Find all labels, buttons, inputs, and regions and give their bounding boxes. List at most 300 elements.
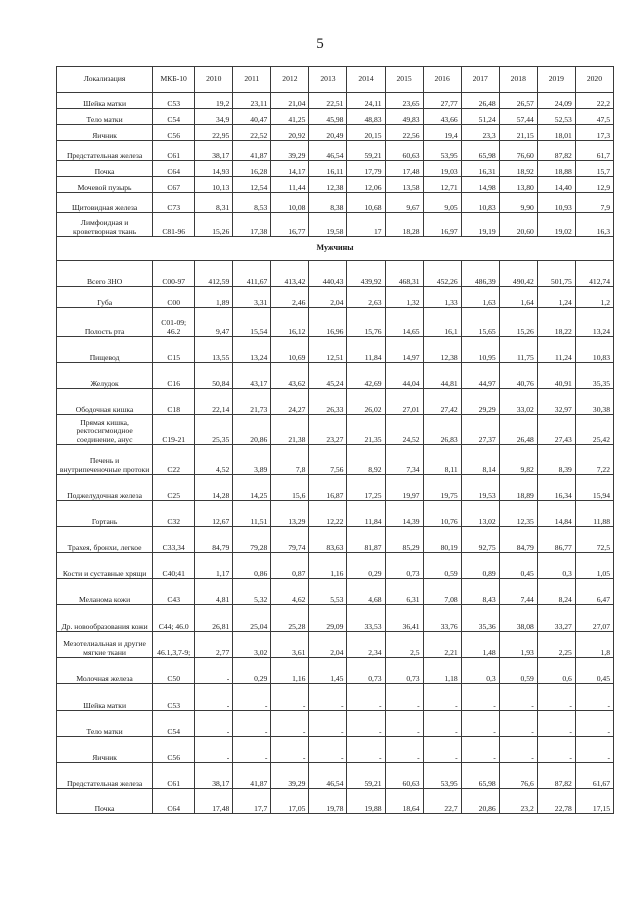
- value-cell: 24,09: [537, 93, 575, 109]
- icd-code-cell: C81-96: [153, 213, 195, 237]
- value-cell: 0,73: [385, 553, 423, 579]
- value-cell: -: [347, 684, 385, 711]
- table-row: [57, 308, 614, 337]
- value-cell: 65,98: [461, 763, 499, 789]
- value-cell: -: [575, 711, 613, 737]
- value-cell: 1,16: [309, 553, 347, 579]
- value-cell: 40,47: [233, 109, 271, 125]
- table-row: [57, 527, 614, 553]
- value-cell: 12,9: [575, 177, 613, 193]
- table-row: [57, 177, 614, 193]
- localization-cell: Полость рта: [57, 308, 153, 337]
- value-cell: 16,77: [271, 213, 309, 237]
- value-cell: 46,54: [309, 763, 347, 789]
- value-cell: 16,96: [309, 308, 347, 337]
- value-cell: 10,08: [271, 193, 309, 213]
- value-cell: 19,58: [309, 213, 347, 237]
- value-cell: -: [195, 711, 233, 737]
- value-cell: -: [537, 684, 575, 711]
- value-cell: 20,86: [461, 789, 499, 814]
- value-cell: 0,6: [537, 658, 575, 684]
- value-cell: -: [461, 737, 499, 763]
- icd-code-cell: 46.1,3,7-9;: [153, 632, 195, 658]
- value-cell: 29,29: [461, 389, 499, 415]
- value-cell: -: [461, 684, 499, 711]
- value-cell: 12,22: [309, 501, 347, 527]
- icd-code-cell: C18: [153, 389, 195, 415]
- value-cell: 4,68: [347, 579, 385, 605]
- value-cell: 4,81: [195, 579, 233, 605]
- column-header: 2015: [385, 67, 423, 93]
- value-cell: 16,12: [271, 308, 309, 337]
- value-cell: 9,82: [499, 445, 537, 475]
- table-row: [57, 415, 614, 445]
- table-row: [57, 684, 614, 711]
- value-cell: 87,82: [537, 763, 575, 789]
- localization-cell: Яичник: [57, 737, 153, 763]
- value-cell: 14,65: [385, 308, 423, 337]
- value-cell: 7,9: [575, 193, 613, 213]
- table-row: [57, 711, 614, 737]
- value-cell: 9,47: [195, 308, 233, 337]
- value-cell: 80,19: [423, 527, 461, 553]
- value-cell: 87,82: [537, 141, 575, 161]
- value-cell: 10,13: [195, 177, 233, 193]
- value-cell: -: [271, 737, 309, 763]
- value-cell: 21,15: [499, 125, 537, 141]
- icd-code-cell: C54: [153, 109, 195, 125]
- value-cell: 22,2: [575, 93, 613, 109]
- table-row: [57, 125, 614, 141]
- value-cell: 50,84: [195, 363, 233, 389]
- value-cell: 6,31: [385, 579, 423, 605]
- value-cell: 16,34: [537, 475, 575, 501]
- value-cell: 17,15: [575, 789, 613, 814]
- value-cell: -: [309, 684, 347, 711]
- value-cell: 8,53: [233, 193, 271, 213]
- value-cell: 490,42: [499, 261, 537, 287]
- value-cell: 33,76: [423, 605, 461, 632]
- localization-cell: Почка: [57, 789, 153, 814]
- value-cell: 10,68: [347, 193, 385, 213]
- value-cell: 439,92: [347, 261, 385, 287]
- value-cell: 14,40: [537, 177, 575, 193]
- value-cell: 27,07: [575, 605, 613, 632]
- column-header: 2010: [195, 67, 233, 93]
- value-cell: 38,17: [195, 141, 233, 161]
- value-cell: 7,22: [575, 445, 613, 475]
- value-cell: 13,24: [233, 337, 271, 363]
- table-row: [57, 445, 614, 475]
- value-cell: 26,02: [347, 389, 385, 415]
- icd-code-cell: C53: [153, 684, 195, 711]
- value-cell: -: [271, 684, 309, 711]
- value-cell: 2,25: [537, 632, 575, 658]
- value-cell: 16,28: [233, 161, 271, 177]
- value-cell: 413,42: [271, 261, 309, 287]
- table-row: [57, 501, 614, 527]
- localization-cell: Предстательная железа: [57, 763, 153, 789]
- value-cell: 9,05: [423, 193, 461, 213]
- value-cell: -: [385, 711, 423, 737]
- icd-code-cell: C73: [153, 193, 195, 213]
- value-cell: 23,2: [499, 789, 537, 814]
- value-cell: 49,83: [385, 109, 423, 125]
- icd-code-cell: C44; 46.0: [153, 605, 195, 632]
- value-cell: 15,7: [575, 161, 613, 177]
- localization-cell: Др. новообразования кожи: [57, 605, 153, 632]
- value-cell: 33,53: [347, 605, 385, 632]
- value-cell: 12,54: [233, 177, 271, 193]
- icd-code-cell: C56: [153, 737, 195, 763]
- value-cell: 51,24: [461, 109, 499, 125]
- value-cell: 440,43: [309, 261, 347, 287]
- value-cell: 10,83: [461, 193, 499, 213]
- value-cell: 14,84: [537, 501, 575, 527]
- icd-code-cell: C32: [153, 501, 195, 527]
- value-cell: 52,53: [537, 109, 575, 125]
- value-cell: 1,89: [195, 287, 233, 308]
- localization-cell: Кости и суставные хрящи: [57, 553, 153, 579]
- value-cell: 0,87: [271, 553, 309, 579]
- column-header: 2014: [347, 67, 385, 93]
- incidence-table: [56, 66, 614, 814]
- value-cell: 0,3: [461, 658, 499, 684]
- localization-cell: Губа: [57, 287, 153, 308]
- localization-cell: Трахея, бронхи, легкое: [57, 527, 153, 553]
- value-cell: 35,35: [575, 363, 613, 389]
- table-row: [57, 363, 614, 389]
- table-header-row: [57, 67, 614, 93]
- value-cell: 0,89: [461, 553, 499, 579]
- value-cell: 22,78: [537, 789, 575, 814]
- value-cell: 10,83: [575, 337, 613, 363]
- value-cell: 17,7: [233, 789, 271, 814]
- value-cell: 1,18: [423, 658, 461, 684]
- localization-cell: Яичник: [57, 125, 153, 141]
- value-cell: 2,63: [347, 287, 385, 308]
- section-row: [57, 237, 614, 261]
- column-header: 2017: [461, 67, 499, 93]
- value-cell: 41,87: [233, 141, 271, 161]
- value-cell: 19,2: [195, 93, 233, 109]
- page-number: 5: [316, 36, 324, 52]
- value-cell: 19,88: [347, 789, 385, 814]
- value-cell: 18,92: [499, 161, 537, 177]
- table-row: [57, 789, 614, 814]
- value-cell: 12,67: [195, 501, 233, 527]
- value-cell: 84,79: [195, 527, 233, 553]
- table-row: [57, 141, 614, 161]
- value-cell: 22,14: [195, 389, 233, 415]
- value-cell: 20,92: [271, 125, 309, 141]
- value-cell: 20,60: [499, 213, 537, 237]
- value-cell: 19,75: [423, 475, 461, 501]
- value-cell: 23,65: [385, 93, 423, 109]
- value-cell: 16,31: [461, 161, 499, 177]
- value-cell: 12,71: [423, 177, 461, 193]
- value-cell: 18,22: [537, 308, 575, 337]
- value-cell: 41,87: [233, 763, 271, 789]
- localization-cell: Предстательная железа: [57, 141, 153, 161]
- value-cell: 20,86: [233, 415, 271, 445]
- value-cell: 45,24: [309, 363, 347, 389]
- section-title: Мужчины: [57, 237, 614, 261]
- value-cell: 21,04: [271, 93, 309, 109]
- value-cell: 10,69: [271, 337, 309, 363]
- table-row: [57, 389, 614, 415]
- value-cell: 17,38: [233, 213, 271, 237]
- column-header: 2011: [233, 67, 271, 93]
- value-cell: 19,02: [537, 213, 575, 237]
- value-cell: 14,28: [195, 475, 233, 501]
- value-cell: 33,02: [499, 389, 537, 415]
- value-cell: 42,69: [347, 363, 385, 389]
- value-cell: 36,41: [385, 605, 423, 632]
- table-row: [57, 93, 614, 109]
- value-cell: 7,34: [385, 445, 423, 475]
- value-cell: 92,75: [461, 527, 499, 553]
- value-cell: 65,98: [461, 141, 499, 161]
- value-cell: 7,8: [271, 445, 309, 475]
- value-cell: 2,04: [309, 287, 347, 308]
- table-row: [57, 261, 614, 287]
- value-cell: -: [499, 711, 537, 737]
- value-cell: 22,51: [309, 93, 347, 109]
- value-cell: 4,52: [195, 445, 233, 475]
- icd-code-cell: C15: [153, 337, 195, 363]
- value-cell: 44,81: [423, 363, 461, 389]
- value-cell: 81,87: [347, 527, 385, 553]
- value-cell: 1,63: [461, 287, 499, 308]
- value-cell: 76,6: [499, 763, 537, 789]
- value-cell: 17,05: [271, 789, 309, 814]
- value-cell: 0,29: [233, 658, 271, 684]
- value-cell: 7,08: [423, 579, 461, 605]
- value-cell: 15,54: [233, 308, 271, 337]
- value-cell: 12,51: [309, 337, 347, 363]
- table-row: [57, 737, 614, 763]
- value-cell: 9,67: [385, 193, 423, 213]
- icd-code-cell: C33,34: [153, 527, 195, 553]
- table-row: [57, 213, 614, 237]
- icd-code-cell: C67: [153, 177, 195, 193]
- value-cell: 22,52: [233, 125, 271, 141]
- value-cell: 1,2: [575, 287, 613, 308]
- icd-code-cell: C25: [153, 475, 195, 501]
- icd-code-cell: C61: [153, 763, 195, 789]
- value-cell: 7,56: [309, 445, 347, 475]
- value-cell: 38,17: [195, 763, 233, 789]
- localization-cell: Прямая кишка, ректосигмоидное соединение, анус: [57, 415, 153, 445]
- value-cell: 8,43: [461, 579, 499, 605]
- value-cell: 2,77: [195, 632, 233, 658]
- value-cell: 45,98: [309, 109, 347, 125]
- value-cell: 15,26: [499, 308, 537, 337]
- value-cell: 46,54: [309, 141, 347, 161]
- localization-cell: Ободочная кишка: [57, 389, 153, 415]
- value-cell: 11,51: [233, 501, 271, 527]
- value-cell: 40,91: [537, 363, 575, 389]
- table-row: [57, 658, 614, 684]
- value-cell: 15,76: [347, 308, 385, 337]
- value-cell: 13,02: [461, 501, 499, 527]
- value-cell: 61,7: [575, 141, 613, 161]
- localization-cell: Поджелудочная железа: [57, 475, 153, 501]
- column-header: 2018: [499, 67, 537, 93]
- value-cell: 25,35: [195, 415, 233, 445]
- value-cell: 17,79: [347, 161, 385, 177]
- icd-code-cell: C00: [153, 287, 195, 308]
- value-cell: 23,11: [233, 93, 271, 109]
- value-cell: 26,48: [499, 415, 537, 445]
- value-cell: 34,9: [195, 109, 233, 125]
- icd-code-cell: C40;41: [153, 553, 195, 579]
- icd-code-cell: C00-97: [153, 261, 195, 287]
- icd-code-cell: C19-21: [153, 415, 195, 445]
- value-cell: 3,61: [271, 632, 309, 658]
- value-cell: 12,06: [347, 177, 385, 193]
- value-cell: 61,67: [575, 763, 613, 789]
- value-cell: 11,24: [537, 337, 575, 363]
- icd-code-cell: C56: [153, 125, 195, 141]
- value-cell: 47,5: [575, 109, 613, 125]
- value-cell: 25,42: [575, 415, 613, 445]
- value-cell: 17,3: [575, 125, 613, 141]
- localization-cell: Шейка матки: [57, 93, 153, 109]
- value-cell: 25,28: [271, 605, 309, 632]
- localization-cell: Лимфоидная и кроветворная ткань: [57, 213, 153, 237]
- value-cell: 35,36: [461, 605, 499, 632]
- value-cell: -: [233, 711, 271, 737]
- value-cell: 48,83: [347, 109, 385, 125]
- value-cell: -: [195, 684, 233, 711]
- value-cell: -: [423, 711, 461, 737]
- value-cell: 18,28: [385, 213, 423, 237]
- value-cell: 33,27: [537, 605, 575, 632]
- value-cell: -: [347, 737, 385, 763]
- icd-code-cell: C16: [153, 363, 195, 389]
- column-header: 2019: [537, 67, 575, 93]
- value-cell: 26,81: [195, 605, 233, 632]
- localization-cell: Мочевой пузырь: [57, 177, 153, 193]
- value-cell: 17,48: [195, 789, 233, 814]
- value-cell: 43,62: [271, 363, 309, 389]
- value-cell: 8,38: [309, 193, 347, 213]
- value-cell: 0,45: [499, 553, 537, 579]
- value-cell: 24,52: [385, 415, 423, 445]
- localization-cell: Пищевод: [57, 337, 153, 363]
- value-cell: 468,31: [385, 261, 423, 287]
- value-cell: 53,95: [423, 141, 461, 161]
- value-cell: 85,29: [385, 527, 423, 553]
- value-cell: 22,56: [385, 125, 423, 141]
- value-cell: 1,05: [575, 553, 613, 579]
- value-cell: 2,04: [309, 632, 347, 658]
- value-cell: 8,24: [537, 579, 575, 605]
- value-cell: 16,3: [575, 213, 613, 237]
- value-cell: 60,63: [385, 141, 423, 161]
- value-cell: 22,7: [423, 789, 461, 814]
- value-cell: 1,93: [499, 632, 537, 658]
- value-cell: -: [233, 737, 271, 763]
- value-cell: 452,26: [423, 261, 461, 287]
- value-cell: 14,98: [461, 177, 499, 193]
- value-cell: 2,34: [347, 632, 385, 658]
- value-cell: 1,16: [271, 658, 309, 684]
- value-cell: 27,77: [423, 93, 461, 109]
- value-cell: 412,74: [575, 261, 613, 287]
- value-cell: 1,64: [499, 287, 537, 308]
- value-cell: 26,83: [423, 415, 461, 445]
- value-cell: 2,21: [423, 632, 461, 658]
- value-cell: 19,03: [423, 161, 461, 177]
- value-cell: -: [347, 711, 385, 737]
- icd-code-cell: C61: [153, 141, 195, 161]
- value-cell: 13,55: [195, 337, 233, 363]
- icd-code-cell: C53: [153, 93, 195, 109]
- value-cell: 79,74: [271, 527, 309, 553]
- value-cell: 17,48: [385, 161, 423, 177]
- value-cell: 11,44: [271, 177, 309, 193]
- value-cell: 26,33: [309, 389, 347, 415]
- value-cell: 0,3: [537, 553, 575, 579]
- value-cell: 23,3: [461, 125, 499, 141]
- value-cell: -: [499, 684, 537, 711]
- value-cell: 38,08: [499, 605, 537, 632]
- table-row: [57, 605, 614, 632]
- value-cell: -: [195, 658, 233, 684]
- value-cell: 9,90: [499, 193, 537, 213]
- value-cell: 1,32: [385, 287, 423, 308]
- value-cell: 18,88: [537, 161, 575, 177]
- value-cell: 3,89: [233, 445, 271, 475]
- value-cell: 15,65: [461, 308, 499, 337]
- value-cell: 12,35: [499, 501, 537, 527]
- value-cell: 16,87: [309, 475, 347, 501]
- value-cell: 13,58: [385, 177, 423, 193]
- value-cell: 17: [347, 213, 385, 237]
- localization-cell: Всего ЗНО: [57, 261, 153, 287]
- value-cell: 0,59: [423, 553, 461, 579]
- value-cell: 30,38: [575, 389, 613, 415]
- value-cell: 27,42: [423, 389, 461, 415]
- value-cell: 14,93: [195, 161, 233, 177]
- column-header: Локализация: [57, 67, 153, 93]
- value-cell: 0,29: [347, 553, 385, 579]
- value-cell: 15,6: [271, 475, 309, 501]
- localization-cell: Мезотелиальная и другие мягкие ткани: [57, 632, 153, 658]
- value-cell: 44,97: [461, 363, 499, 389]
- value-cell: 10,93: [537, 193, 575, 213]
- table-row: [57, 632, 614, 658]
- icd-code-cell: C54: [153, 711, 195, 737]
- value-cell: 0,73: [347, 658, 385, 684]
- value-cell: 501,75: [537, 261, 575, 287]
- column-header: 2020: [575, 67, 613, 93]
- value-cell: 15,26: [195, 213, 233, 237]
- value-cell: 11,88: [575, 501, 613, 527]
- value-cell: 3,02: [233, 632, 271, 658]
- table-row: [57, 553, 614, 579]
- value-cell: 24,27: [271, 389, 309, 415]
- value-cell: 18,89: [499, 475, 537, 501]
- table-row: [57, 763, 614, 789]
- value-cell: 23,27: [309, 415, 347, 445]
- value-cell: 412,59: [195, 261, 233, 287]
- value-cell: 0,73: [385, 658, 423, 684]
- value-cell: 12,38: [309, 177, 347, 193]
